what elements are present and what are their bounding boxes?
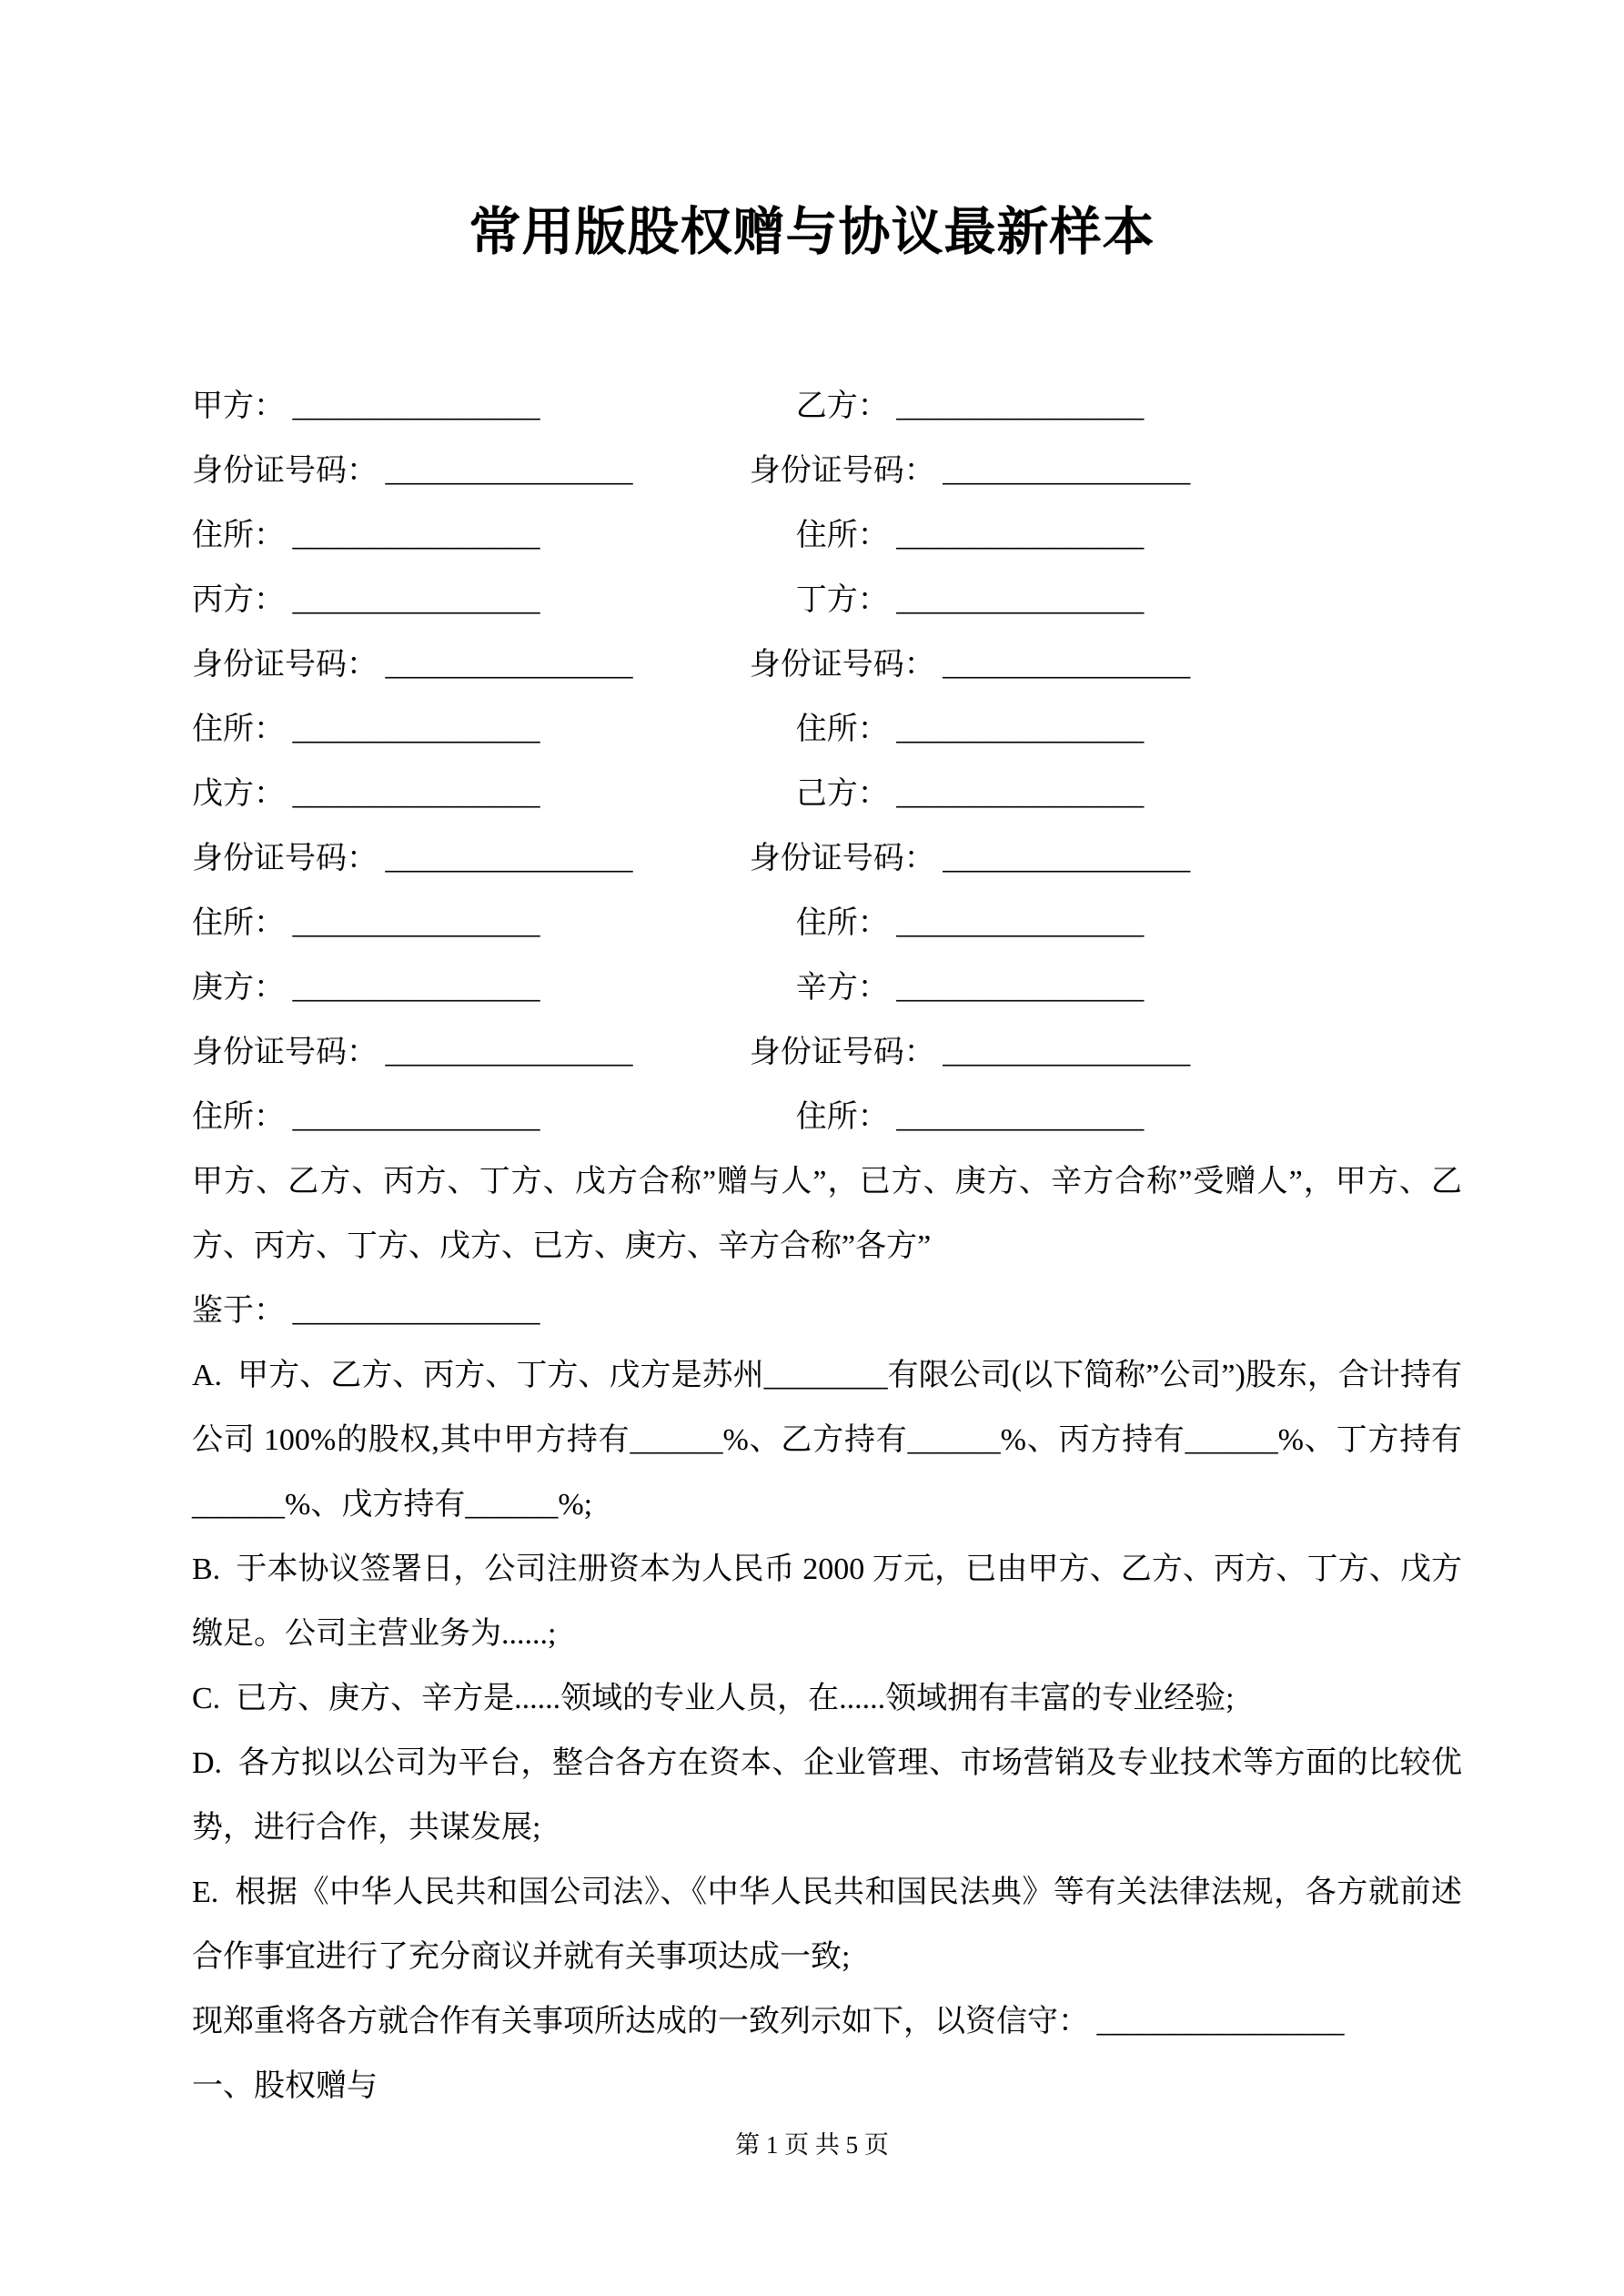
form-row-address-4 — [192, 1085, 1229, 1149]
parties-form — [192, 374, 1229, 1149]
form-row-address-1 — [192, 503, 1229, 568]
recital-b: B. 于本协议签署日，公司注册资本为人民币 2000 万元，已由甲方、乙方、丙方、丁方、戊方缴足。公司主营业务为......; — [192, 1553, 1462, 1651]
form-row-party-g-h — [192, 956, 1229, 1020]
party-b-name-field: 乙方： ________________ — [795, 389, 1145, 423]
party-d-address-field: 住所： ________________ — [795, 713, 1145, 746]
party-h-address-field: 住所： ________________ — [795, 1100, 1145, 1134]
party-a-address-field: 住所： ________________ — [192, 519, 540, 552]
paragraph-whereas: 鉴于： ________________ — [192, 1294, 540, 1328]
page-title: 常用版股权赠与协议最新样本 — [469, 204, 1155, 261]
party-e-name-field: 戊方： ________________ — [192, 777, 540, 811]
party-b-id-field: 身份证号码： ________________ — [749, 454, 1191, 488]
section-heading-equity-gift: 一、股权赠与 — [192, 2069, 378, 2103]
form-row-id-2 — [192, 632, 1229, 697]
party-g-id-field: 身份证号码： ________________ — [192, 1036, 633, 1069]
paragraph-agreement-statement: 现郑重将各方就合作有关事项所达成的一致列示如下，以资信守： ________________ — [192, 2005, 1345, 2038]
paragraph-parties-definition: 甲方、乙方、丙方、丁方、戊方合称”赠与人”，已方、庚方、辛方合称”受赠人”，甲方、乙方、丙方、丁方、戊方、已方、庚方、辛方合称”各方” — [192, 1165, 1462, 1263]
party-d-id-field: 身份证号码： ________________ — [749, 648, 1191, 682]
party-d-name-field: 丁方： ________________ — [795, 583, 1145, 617]
party-c-address-field: 住所： ________________ — [192, 713, 540, 746]
party-f-id-field: 身份证号码： ________________ — [749, 842, 1191, 875]
document-body — [192, 374, 1462, 2119]
form-row-id-1 — [192, 439, 1229, 503]
party-f-address-field: 住所： ________________ — [795, 906, 1145, 940]
party-b-address-field: 住所： ________________ — [795, 519, 1145, 552]
recital-a: A. 甲方、乙方、丙方、丁方、戊方是苏州________有限公司(以下简称”公司”)股东，合计持有公司 100%的股权,其中甲方持有______%、乙方持有______%、丙方持有______%、丁方持有______%、戊方持有______%; — [192, 1359, 1462, 1522]
form-row-id-4 — [192, 1020, 1229, 1085]
party-g-name-field: 庚方： ________________ — [192, 971, 540, 1005]
page-number-footer: 第 1 页 共 5 页 — [735, 2131, 889, 2159]
party-g-address-field: 住所： ________________ — [192, 1100, 540, 1134]
party-a-id-field: 身份证号码： ________________ — [192, 454, 633, 488]
form-row-address-2 — [192, 697, 1229, 762]
party-a-name-field: 甲方： ________________ — [192, 389, 540, 423]
form-row-id-3 — [192, 826, 1229, 891]
recital-d: D. 各方拟以公司为平台，整合各方在资本、企业管理、市场营销及专业技术等方面的比较优势，进行合作，共谋发展; — [192, 1746, 1462, 1845]
form-row-party-a-b — [192, 374, 1229, 439]
party-h-name-field: 辛方： ________________ — [795, 971, 1145, 1005]
recital-e: E. 根据《中华人民共和国公司法》、《中华人民共和国民法典》等有关法律法规，各方就前述合作事宜进行了充分商议并就有关事项达成一致; — [192, 1876, 1462, 1974]
party-c-name-field: 丙方： ________________ — [192, 583, 540, 617]
party-c-id-field: 身份证号码： ________________ — [192, 648, 633, 682]
recital-c: C. 已方、庚方、辛方是......领域的专业人员，在......领域拥有丰富的专业经验; — [192, 1682, 1235, 1715]
party-h-id-field: 身份证号码： ________________ — [749, 1036, 1191, 1069]
party-f-name-field: 己方： ________________ — [795, 777, 1145, 811]
form-row-address-3 — [192, 891, 1229, 956]
party-e-address-field: 住所： ________________ — [192, 906, 540, 940]
form-row-party-c-d — [192, 568, 1229, 632]
party-e-id-field: 身份证号码： ________________ — [192, 842, 633, 875]
form-row-party-e-f — [192, 762, 1229, 826]
